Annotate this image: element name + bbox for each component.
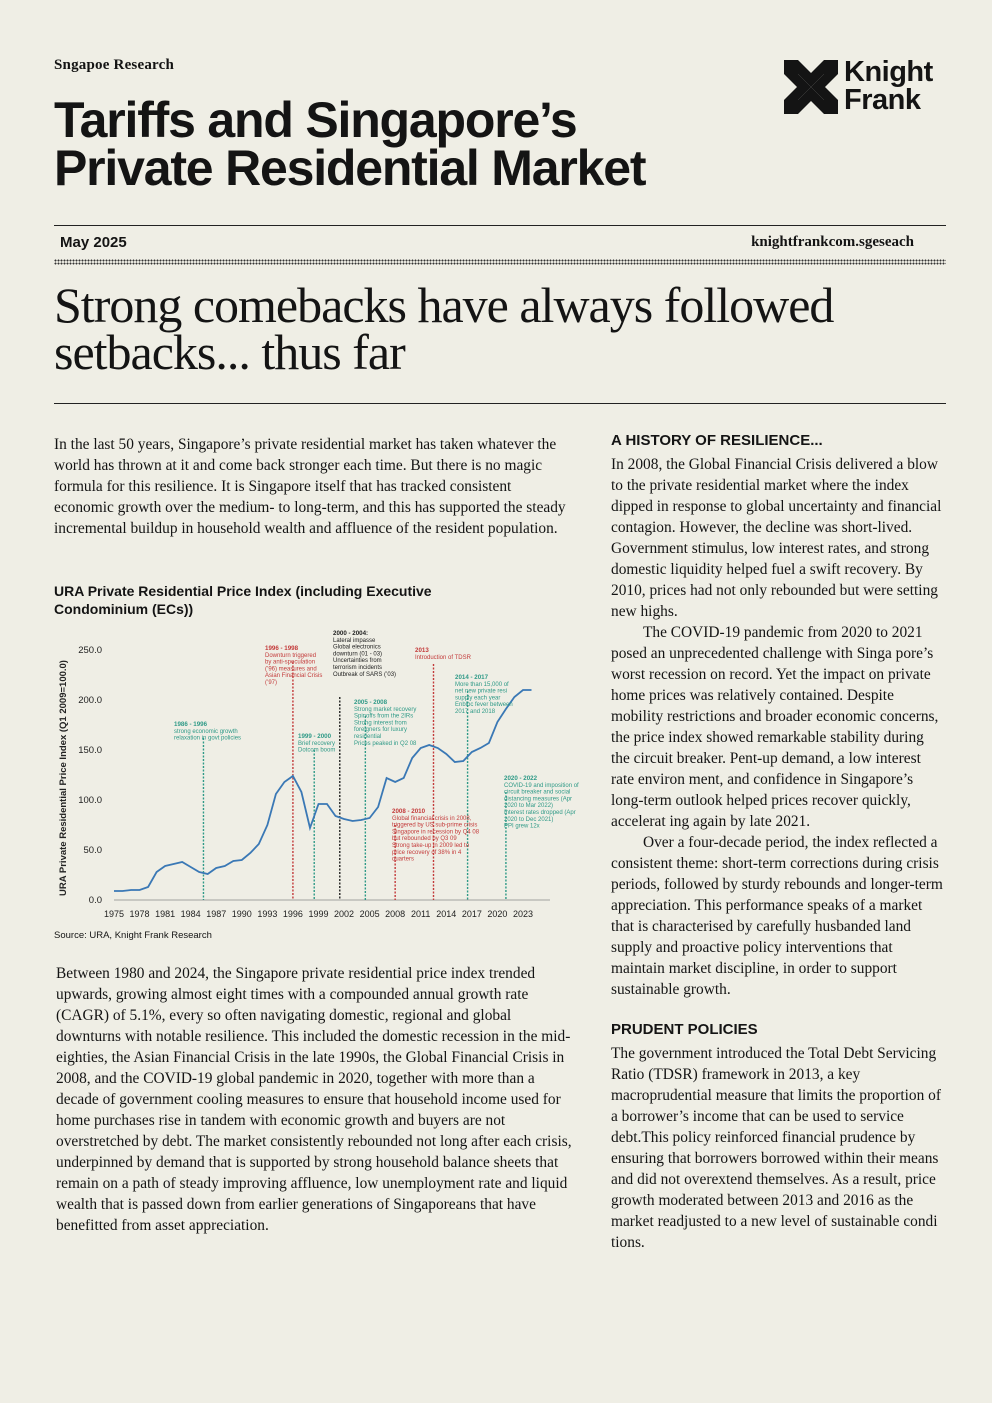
annotation-text: distancing measures (Apr — [504, 796, 573, 803]
annotation-text: Downturn triggered — [265, 652, 317, 659]
chart-title: URA Private Residential Price Index (including Executive Condominium (ECs)) — [54, 583, 432, 617]
x-tick-label: 2011 — [411, 909, 431, 919]
x-tick-label: 1984 — [180, 909, 201, 919]
annotation-text: Strong market recovery — [354, 706, 417, 713]
annotation-text: foreigners for luxury — [354, 727, 408, 734]
annotation-title: 1986 - 1996 — [174, 721, 208, 728]
dotted-divider — [54, 259, 946, 265]
logo-wordmark-knight: Knight — [844, 56, 933, 88]
x-tick-label: 2020 — [487, 909, 508, 919]
annotation-title: 1996 - 1998 — [265, 645, 299, 652]
resilience-paragraph-1: In 2008, the Global Financial Crisis delivered a blow to the private residential market where the index dipped in response to global uncertainty and financial contagion. However, the decline was short-lived. Government stimulus, low interest rates, and strong domestic liquidity helped fuel a swift recovery. By 2010, prices had not only rebounded but were setting new highs. — [611, 456, 942, 620]
right-column — [611, 432, 946, 1253]
headline-line2: setbacks... thus far — [54, 324, 405, 380]
x-tick-label: 1996 — [282, 909, 303, 919]
annotation-text: COVID-19 and imposition of — [504, 782, 579, 789]
annotation-text: Spinoffs from the 2IRs — [354, 713, 414, 720]
intro-paragraph: In the last 50 years, Singapore’s private residential market has taken whatever the world has thrown at it and come back stronger each time. But there is no magic formula for this resilience. It is Singapore itself that has tracked consistent economic growth over the medium- to long-term, and this has supported the steady incremental buildup in household wealth and affluence of the resident population. — [54, 436, 566, 537]
annotation-text: price recovery of 38% in 4 — [392, 849, 462, 856]
x-tick-label: 1978 — [129, 909, 150, 919]
annotation-text: 2020 to Mar 2022) — [504, 803, 554, 810]
website-link[interactable]: knightfrankcom.sgeseach — [751, 234, 914, 250]
x-tick-label: 2002 — [334, 909, 355, 919]
y-tick-label: 200.0 — [78, 695, 102, 706]
headline-line1: Strong comebacks have always followed — [54, 277, 834, 333]
annotation-text: but rebounded by Q3 09 — [392, 836, 457, 843]
annotation-text: strong economic growth — [174, 728, 238, 735]
annotation-text: downturn (01 - 03) — [333, 651, 383, 658]
article-headline — [54, 277, 944, 380]
annotation-text: Strong take-up in 2009 led to — [392, 843, 470, 849]
annotation-text: net new private resi — [455, 688, 508, 695]
x-tick-label: 2008 — [385, 909, 406, 919]
annotation-title: 2005 - 2008 — [354, 699, 388, 706]
annotation-text: Singapore in recession by Q4 08 — [392, 829, 480, 836]
annotation-title: 2014 - 2017 — [455, 674, 489, 681]
report-eyebrow: Sngapoe Research — [54, 57, 175, 73]
x-tick-label: 2014 — [436, 909, 457, 919]
annotation-text: 2017 and 2018 — [455, 709, 496, 715]
y-tick-label: 50.0 — [83, 845, 102, 856]
annotation-title: 2000 - 2004: — [333, 630, 369, 637]
annotation-title: 1999 - 2000 — [298, 733, 332, 740]
x-tick-label: 2005 — [359, 909, 380, 919]
y-tick-label: 0.0 — [88, 895, 102, 906]
annotation-text: supply each year — [455, 695, 501, 702]
annotation-text: Lateral impasse — [333, 637, 376, 644]
chart-source: Source: URA, Knight Frank Research — [54, 930, 212, 941]
annotation-text: relaxation in govt policies — [174, 735, 242, 742]
annotation-text: Uncertainties from — [333, 658, 382, 665]
headline-divider — [54, 403, 946, 404]
annotation-text: circuit breaker and social — [504, 789, 571, 796]
annotation-text: Introduction of TDSR — [415, 654, 471, 661]
annotation-text: Outbreak of SARS (’03) — [333, 671, 397, 678]
section-heading-resilience: A HISTORY OF RESILIENCE... — [611, 432, 823, 449]
annotation-text: Interest rates dropped (Apr — [504, 810, 576, 816]
annotation-title: 2008 - 2010 — [392, 808, 426, 815]
annotation-title: 2020 - 2022 — [504, 775, 538, 782]
annotation-text: Enbloc fever between — [455, 702, 513, 709]
x-tick-label: 2017 — [461, 909, 482, 919]
chart-y-axis-label: URA Private Residential Price Index (Q1 2009=100.0) — [58, 660, 69, 896]
annotation-text: Dotcom boom — [298, 747, 336, 754]
policies-paragraph-1: The government introduced the Total Debt Servicing Ratio (TDSR) framework in 2013, a key macroprudential measure that limits the proportion of a borrower’s income that can be used to service debt.This policy reinforced financial prudence by ensuring that borrowers borrowed within their means and did not overextend themselves. As a result, price growth moderated between 2013 and 2016 as the market readjusted to a new level of sustainable condi tions. — [611, 1045, 941, 1251]
section-heading-policies: PRUDENT POLICIES — [611, 1021, 758, 1038]
x-tick-label: 1993 — [257, 909, 278, 919]
annotation-text: More than 15,000 of — [455, 681, 509, 688]
x-tick-label: 2023 — [512, 909, 533, 919]
annotation-title: 2013 — [415, 647, 429, 654]
report-title — [54, 92, 914, 196]
body-paragraph-2: Between 1980 and 2024, the Singapore private residential price index trended upwards, growing almost eight times with a compounded annual growth rate (CAGR) of 5.1%, every so often navigating domestic, regional and global downturns with notable resilience. This included the domestic recession in the mid-eighties, the Asian Financial Crisis in the late 1990s, the Global Financial Crisis in 2008, and the COVID-19 global pandemic in 2020, together with more than a decade of government cooling measures to ensure that household income used for home purchases rise in tandem with economic growth and buyers are not overstretched by debt. The market consistently rebounded not long after each crisis, underpinned by demand that is supported by strong household balance sheets that remain on a path of steady improving affluence, low unemployment rate and liquid wealth that is passed down from earlier generations of Singaporeans that have benefitted from asset appreciation. — [56, 965, 572, 1234]
header-divider — [54, 225, 946, 226]
annotation-text: triggered by US sub-prime crisis — [392, 822, 478, 829]
y-tick-label: 100.0 — [78, 795, 102, 806]
annotation-text: Asian Financial Crisis — [265, 673, 323, 680]
annotation-text: (’97) — [265, 680, 278, 686]
x-tick-label: 1981 — [155, 909, 176, 919]
y-tick-label: 250.0 — [78, 645, 102, 656]
publication-date: May 2025 — [60, 234, 127, 251]
logo-wordmark-frank: Frank — [844, 84, 921, 116]
annotation-text: Strong interest from — [354, 720, 407, 727]
resilience-paragraph-3: Over a four-decade period, the index reflected a consistent theme: short-term corrections during crisis periods, followed by sturdy rebounds and longer-term appreciation. This performance speaks of a market that is characterised by carefully husbanded land supply and proactive policy interventions that maintain market discipline, in order to support sustainable growth. — [611, 834, 943, 998]
y-tick-label: 150.0 — [78, 745, 102, 756]
annotation-text: PPI grew 12x — [504, 823, 540, 830]
resilience-paragraph-2: The COVID-19 pandemic from 2020 to 2021 posed an unprecedented challenge with Singa pore’s worst recession on record. Yet the impact on private home prices was relatively contained. Despite mobility restrictions and broader economic concerns, the price index showed remarkable stability during the circuit breaker. Pent-up demand, a low interest rate environ ment, and confidence in Singapore’s long-term outlook helped prices recover quickly, accelerat ing again by late 2021. — [611, 624, 939, 830]
x-tick-label: 1987 — [206, 909, 227, 919]
annotation-text: by anti-speculation — [265, 659, 316, 666]
annotation-text: Brief recovery — [298, 740, 336, 747]
annotation-text: terrorism incidents — [333, 665, 383, 671]
annotation-text: quarters — [392, 856, 415, 863]
annotation-text: (’96) measures and — [265, 666, 317, 673]
x-tick-label: 1999 — [308, 909, 329, 919]
annotation-text: Prices peaked in Q2 08 — [354, 740, 417, 747]
annotation-text: 2020 to Dec 2021) — [504, 816, 554, 823]
report-title-line2: Private Residential Market — [54, 140, 646, 196]
annotation-text: residential — [354, 734, 382, 740]
x-tick-label: 1990 — [231, 909, 252, 919]
annotation-text: Global electronics — [333, 644, 381, 651]
x-tick-label: 1975 — [103, 909, 125, 919]
annotation-text: Global financial crisis in 2008, — [392, 815, 472, 822]
report-title-line1: Tariffs and Singapore’s — [54, 92, 577, 148]
price-index-chart — [50, 630, 600, 925]
